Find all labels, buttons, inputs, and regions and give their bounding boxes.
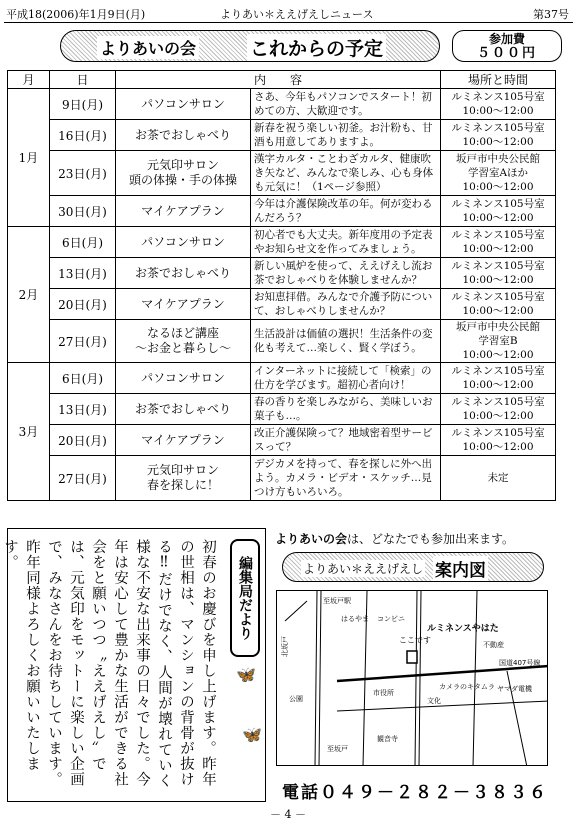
place-cell: [441, 196, 556, 227]
guide-banner-heading: 案内図: [433, 556, 488, 581]
event-title: マイケアプラン: [141, 432, 225, 447]
description-cell: 改正介護保険って？地域密着型サービスって？: [251, 425, 441, 456]
table-row: [8, 425, 556, 456]
event-title: パソコンサロン: [141, 96, 225, 111]
place-line: 10:00～12:00: [462, 243, 534, 255]
table-row: [8, 289, 556, 320]
event-subtitle: ～お金と暮らし～: [134, 341, 231, 355]
page-header: [4, 4, 573, 22]
date-cell: 30日(月): [50, 196, 116, 227]
description-cell: お知恵拝借。みんなで介護予防について、おしゃべりしませんか？: [251, 289, 441, 320]
event-subtitle: 頭の体操・手の体操: [128, 173, 237, 187]
map-label-park: 公園: [289, 695, 303, 703]
map-label-lumi: ルミネンスやはた: [427, 624, 499, 634]
place-line: 10:00～12:00: [462, 105, 534, 117]
map-label-konbini: コンビニ: [377, 615, 405, 623]
date-cell: 20日(月): [50, 425, 116, 456]
issue-number: 第37号: [533, 8, 569, 21]
map-label-sakado: 至坂戸: [327, 745, 348, 753]
map-label-kamera: カメラのキタムラ: [439, 683, 495, 691]
table-header-row: [8, 71, 556, 89]
title-cell: [116, 425, 251, 456]
date-cell: 6日(月): [50, 227, 116, 258]
table-row: [8, 456, 556, 501]
title-cell: [116, 120, 251, 151]
place-line: 10:00～12:00: [462, 136, 534, 148]
place-line: 10:00～12:00: [462, 441, 534, 453]
place-line: 10:00～12:00: [462, 305, 534, 317]
page-number: － 4 －: [270, 808, 306, 821]
place-line: ルミネンス105号室: [451, 91, 545, 103]
place-line: 学習室B: [478, 335, 518, 347]
place-line: 10:00～12:00: [462, 379, 534, 391]
date-cell: 13日(月): [50, 258, 116, 289]
description-cell: さあ、今年もパソコンでスタート！初めての方、大歓迎です。: [251, 89, 441, 120]
event-subtitle: 春を探しに！: [146, 478, 219, 492]
phone-number: [282, 778, 548, 803]
date-cell: 23日(月): [50, 151, 116, 196]
map-label-road407: 国道407号線: [499, 659, 541, 667]
event-title: パソコンサロン: [141, 234, 225, 249]
table-row: [8, 196, 556, 227]
title-cell: [116, 151, 251, 196]
guide-intro: [275, 530, 514, 547]
butterfly-icon: 🦋: [236, 665, 256, 684]
phone-digits: ０４９－２８２－３８３６: [320, 783, 548, 803]
map-label-station: 至坂戸駅: [323, 597, 351, 605]
issue-date: 平成18(2006)年1月9日(月): [6, 8, 146, 21]
table-row: [8, 320, 556, 363]
title-cell: [116, 89, 251, 120]
table-row: [8, 258, 556, 289]
fee-box: [452, 30, 562, 62]
place-line: 10:00～12:00: [462, 212, 534, 224]
place-cell: [441, 425, 556, 456]
place-line: 10:00～12:00: [462, 349, 534, 361]
date-cell: 27日(月): [50, 456, 116, 501]
guide-banner: [282, 552, 544, 582]
guide-intro-text: は、どなたでも参加出来ます。: [347, 532, 515, 546]
date-cell: 16日(月): [50, 120, 116, 151]
place-cell: [441, 151, 556, 196]
banner-heading: これからの予定: [247, 34, 386, 61]
col-place: 場所と時間: [441, 71, 556, 89]
event-title: 元気印サロン: [146, 463, 219, 477]
place-line: ルミネンス105号室: [451, 229, 545, 241]
date-cell: 13日(月): [50, 394, 116, 425]
description-cell: 初心者でも大丈夫。新年度用の予定表やお知らせ文を作ってみましょう。: [251, 227, 441, 258]
event-title: マイケアプラン: [141, 296, 225, 311]
place-cell: [441, 363, 556, 394]
event-title: マイケアプラン: [141, 203, 225, 218]
place-cell: [441, 456, 556, 501]
title-cell: [116, 227, 251, 258]
table-row: [8, 151, 556, 196]
event-title: お茶でおしゃべり: [134, 127, 231, 142]
description-cell: 今年は介護保険改革の年。何が変わるんだろう？: [251, 196, 441, 227]
map-drawing: [277, 591, 548, 766]
guide-banner-name: よりあい＊ええげえし: [303, 562, 424, 576]
butterfly-icon: 🦋: [242, 725, 262, 744]
description-cell: 生活設計は価値の選択！生活条件の変化も考えて…楽しく、賢く学ぼう。: [251, 320, 441, 363]
place-cell: [441, 89, 556, 120]
date-cell: 27日(月): [50, 320, 116, 363]
month-cell: 3月: [8, 363, 50, 501]
place-cell: [441, 120, 556, 151]
col-day: 日: [50, 71, 116, 89]
banner-org-name: よりあいの会: [97, 36, 199, 59]
table-row: [8, 363, 556, 394]
title-cell: [116, 394, 251, 425]
col-month: 月: [8, 71, 50, 89]
map-label-hospital: 市役所: [373, 689, 394, 697]
map-label-fudo: 不動産: [483, 641, 504, 649]
table-row: [8, 227, 556, 258]
fee-amount: ５００円: [476, 46, 537, 61]
editorial-box: [2, 528, 266, 802]
place-line: 坂戸市中央公民館: [456, 153, 541, 165]
event-title: お茶でおしゃべり: [134, 401, 231, 416]
newsletter-title: よりあい＊ええげえしニュース: [220, 8, 374, 21]
title-cell: [116, 289, 251, 320]
place-line: 10:00～12:00: [462, 410, 534, 422]
title-cell: [116, 363, 251, 394]
place-cell: [441, 227, 556, 258]
map-label-kannon: 観音寺: [377, 735, 398, 743]
month-cell: 2月: [8, 227, 50, 363]
place-line: ルミネンス105号室: [451, 198, 545, 210]
schedule-banner: [60, 30, 440, 62]
description-cell: 新しい風炉を使って、ええげえし流お茶でおしゃべりを体験しませんか？: [251, 258, 441, 289]
place-line: ルミネンス105号室: [451, 365, 545, 377]
date-cell: 6日(月): [50, 363, 116, 394]
date-cell: 9日(月): [50, 89, 116, 120]
place-cell: [441, 394, 556, 425]
description-cell: 春の香りを楽しみながら、美味しいお菓子も…。: [251, 394, 441, 425]
place-line: 学習室Aほか: [467, 167, 529, 179]
col-content: 内 容: [116, 71, 441, 89]
place-line: 坂戸市中央公民館: [456, 321, 541, 333]
table-row: [8, 394, 556, 425]
title-cell: [116, 320, 251, 363]
place-cell: [441, 320, 556, 363]
place-cell: [441, 289, 556, 320]
description-cell: インターネットに接続して「検索」の仕方を学びます。超初心者向け！: [251, 363, 441, 394]
event-title: 元気印サロン: [146, 158, 219, 172]
guide-intro-org: よりあいの会: [275, 532, 348, 546]
date-cell: 20日(月): [50, 289, 116, 320]
place-line: ルミネンス105号室: [451, 396, 545, 408]
table-row: [8, 89, 556, 120]
map-label-kitasakado: 北坂戸: [281, 636, 289, 657]
map-label-hatsuyama: はるやま: [341, 615, 369, 623]
schedule-table: [7, 70, 556, 501]
month-cell: 1月: [8, 89, 50, 227]
map-label-yamada: ヤマダ電機: [497, 685, 532, 693]
place-line: 10:00～12:00: [462, 274, 534, 286]
map-label-koko: ここです: [399, 636, 431, 645]
place-line: ルミネンス105号室: [451, 291, 545, 303]
editorial-heading: 編集局だより: [230, 539, 260, 657]
place-line: 10:00～12:00: [462, 181, 534, 193]
description-cell: 漢字カルタ・ことわざカルタ、健康吹き矢など、みんなで楽しみ、心も身体も元気に！（1ページ参照）: [251, 151, 441, 196]
event-title: お茶でおしゃべり: [134, 265, 231, 280]
fee-label: 参加費: [488, 32, 525, 46]
place-line: ルミネンス105号室: [451, 122, 545, 134]
place-cell: [441, 258, 556, 289]
event-title: パソコンサロン: [141, 370, 225, 385]
description-cell: 新春を祝う楽しい初釜。お汁粉も、甘酒も用意してありますよ。: [251, 120, 441, 151]
table-row: [8, 120, 556, 151]
place-line: 未定: [487, 472, 509, 484]
title-cell: [116, 456, 251, 501]
description-cell: デジカメを持って、春を探しに外へ出よう。カメラ・ビデオ・スケッチ…見つけ方もいろいろ。: [251, 456, 441, 501]
phone-label: 電話: [282, 783, 320, 803]
place-line: ルミネンス105号室: [451, 427, 545, 439]
access-map: [276, 590, 548, 766]
event-title: なるほど講座: [146, 326, 219, 340]
title-cell: [116, 258, 251, 289]
place-line: ルミネンス105号室: [451, 260, 545, 272]
editorial-body: 初春のお慶びを申し上げます。昨年の世相は、マンションの背骨が抜ける‼だけでなく、人間が壊れていく様な不安な出来事の日々でした。今年は安心して豊かな生活ができる社会をと願いつつ〝ええげえし〟では、元気印をモットーに楽しい企画で、みなさんをお待ちしています。昨年同様よろしくお願いいたします。: [2, 539, 216, 789]
map-label-bunka: 文化: [427, 697, 441, 705]
header-divider: [4, 22, 573, 23]
title-cell: [116, 196, 251, 227]
